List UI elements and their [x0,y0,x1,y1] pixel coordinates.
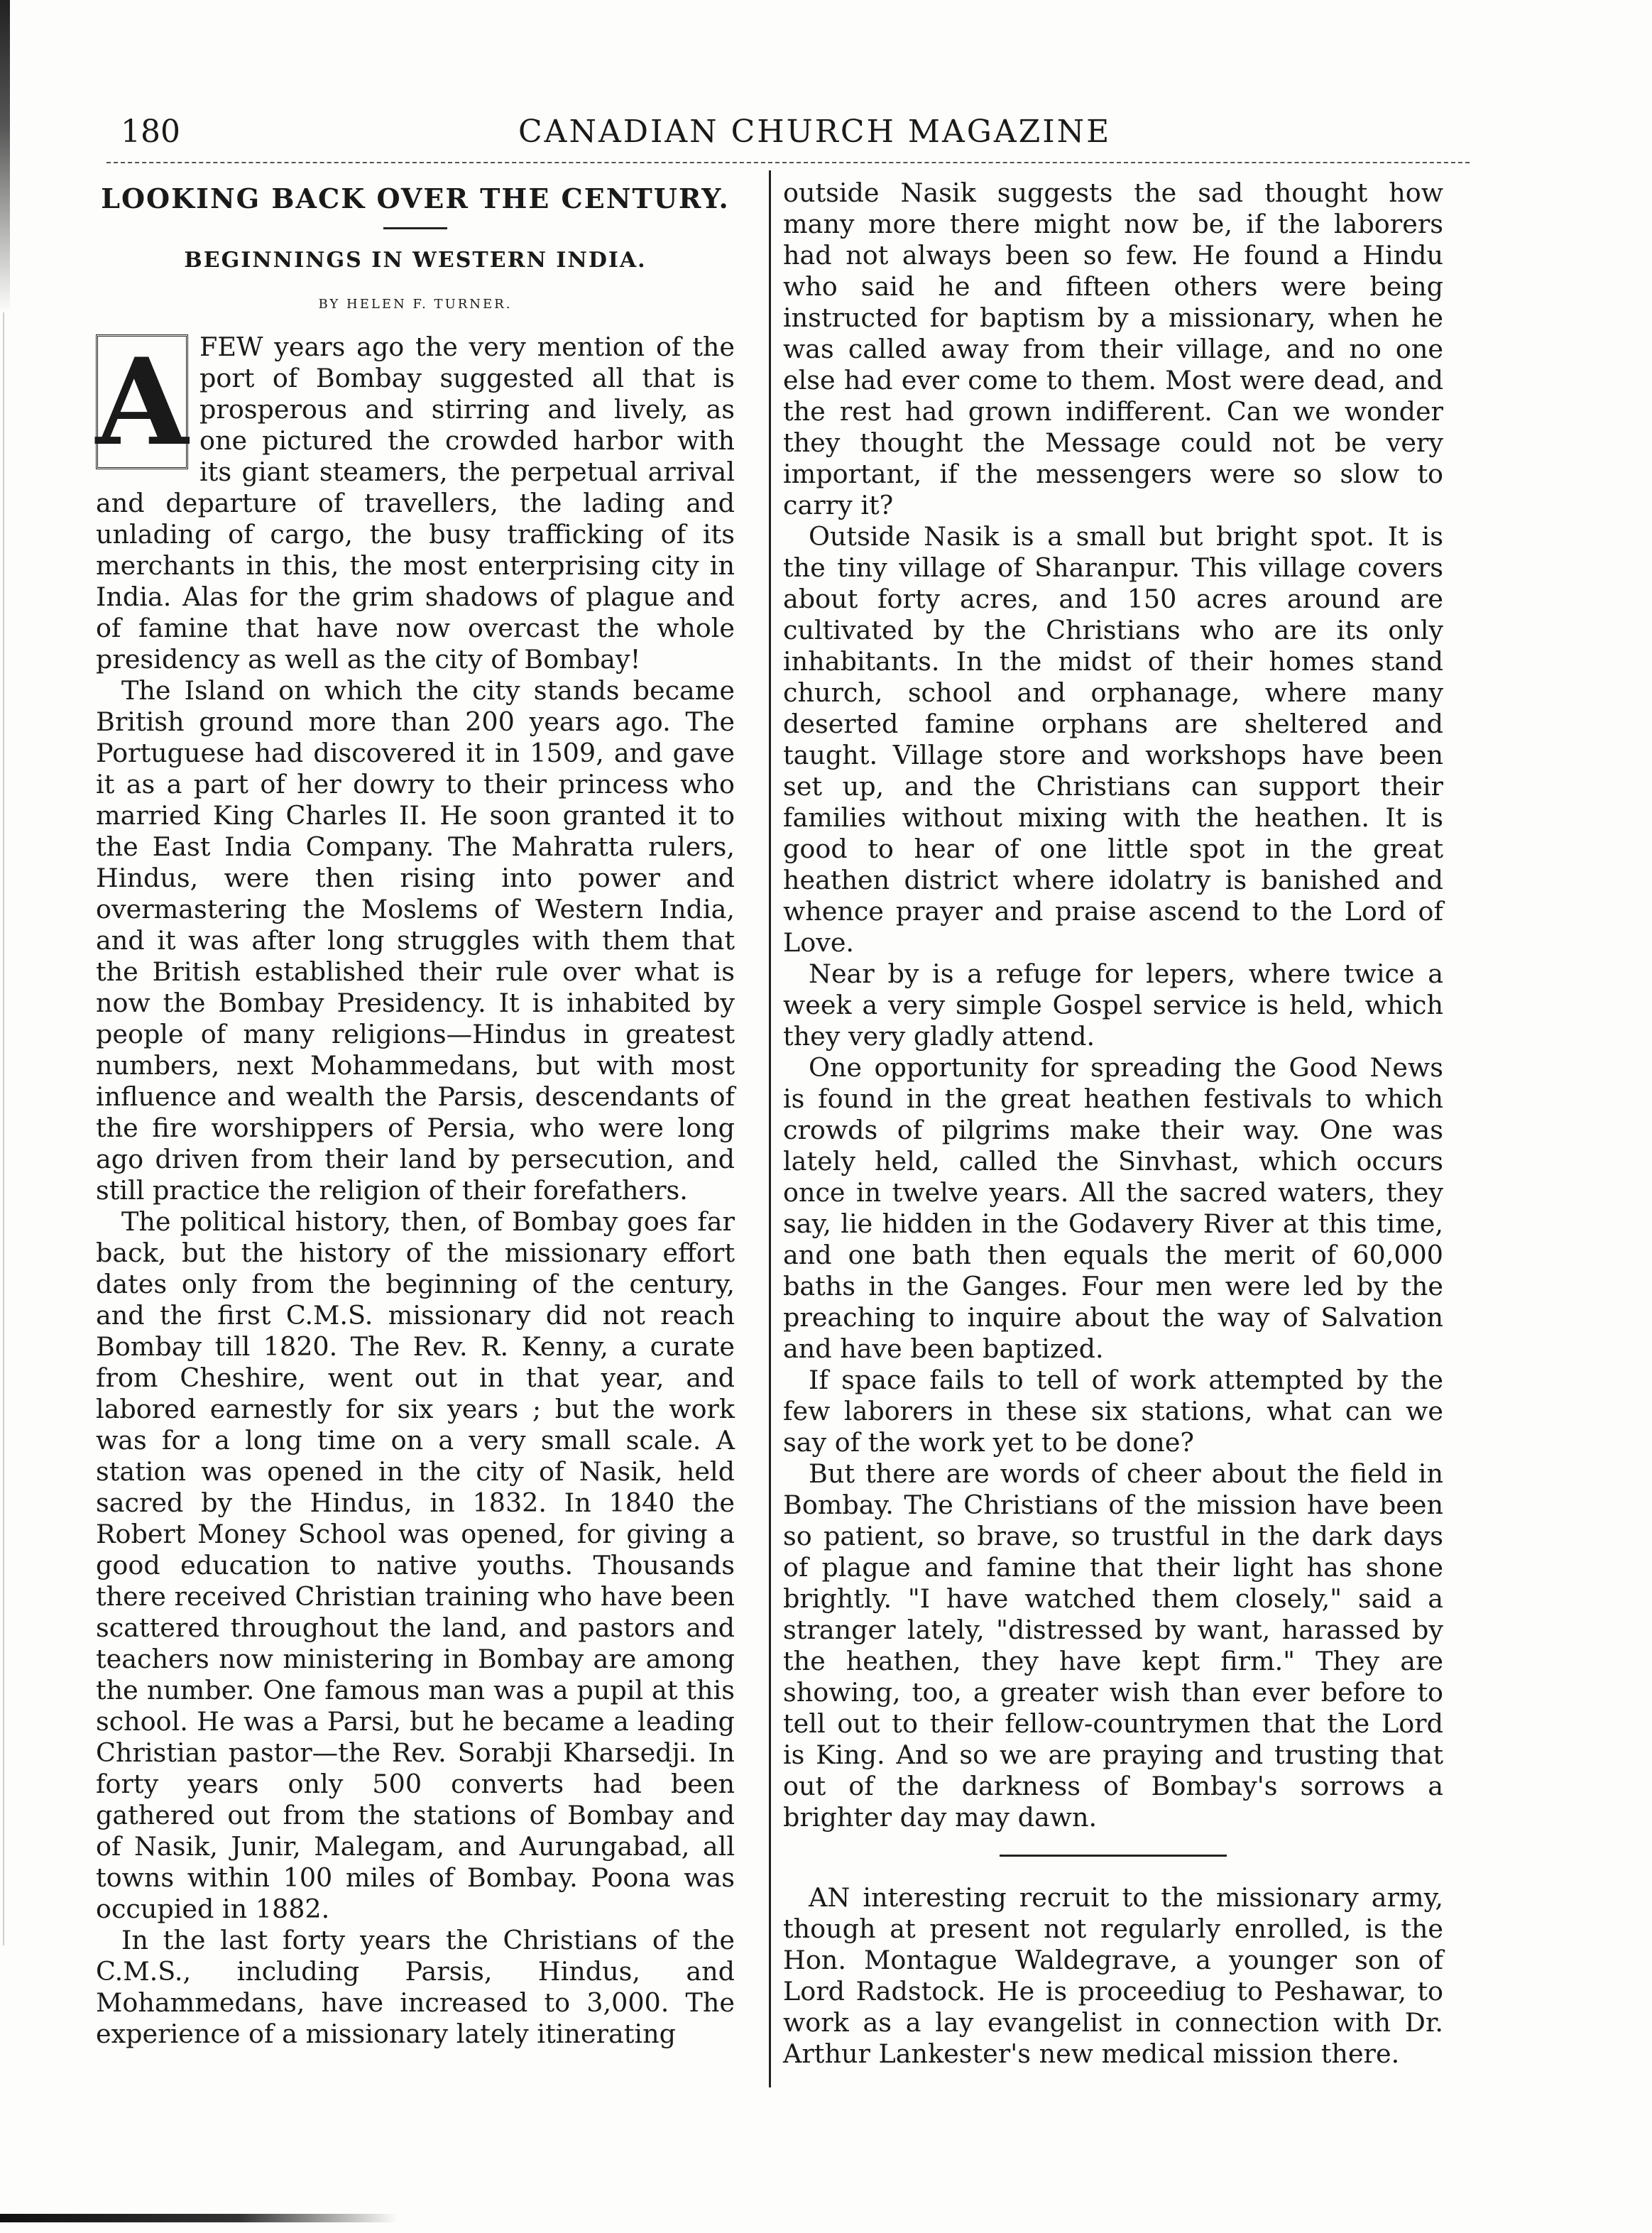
article-paragraph: If space fails to tell of work attempted by the few laborers in these six stations, what can we say of the work yet to be done? [783,1365,1443,1458]
article-paragraph: One opportunity for spreading the Good News is found in the great heathen festivals to which crowds of pilgrims make their way. One was lately held, called the Sinvhast, which occurs once in twelve years. All the sacred waters, they say, lie hidden in the Godavery River at this time, and one bath then equals the merit of 60,000 baths in the Ganges. Four men were led by the preaching to inquire about the way of Salvation and have been baptized. [783,1052,1443,1364]
left-column [96,178,735,2050]
binding-edge-mark [0,0,10,312]
article-paragraph: Outside Nasik is a small but bright spot. It is the tiny village of Sharanpur. This village covers about forty acres, and 150 acres around are cultivated by the Christians who are its only inhabitants. In the midst of their homes stand church, school and orphanage, where many deserted famine orphans are sheltered and taught. Village store and workshops have been set up, and the Christians can support their families without mixing with the heathen. It is good to hear of one little spot in the great heathen district where idolatry is banished and whence prayer and praise ascend to the Lord of Love. [783,521,1443,958]
bottom-edge-mark [0,2214,398,2222]
article-paragraph: The Island on which the city stands became British ground more than 200 years ago. The Portuguese had discovered it in 1509, and gave it as a part of her dowry to their princess who married King Charles II. He soon granted it to the East India Company. The Mahratta rulers, Hindus, were then rising into power and overmastering the Moslems of Western India, and it was after long struggles with them that the British established their rule over what is now the Bombay Presidency. It is inhabited by people of many religions—Hindus in greatest numbers, next Mohammedans, but with most influence and wealth the Parsis, descendants of the fire worshippers of Persia, who were long ago driven from their land by persecution, and still practice the religion of their forefathers. [96,675,735,1206]
news-note-text: AN interesting recruit to the missionary army, though at present not regularly enrolled, is the Hon. Montague Waldegrave, a younger son of Lord Radstock. He is proceediug to Peshawar, to work as a lay evangelist in connection with Dr. Arthur Lankester's new medical mission there. [783,1882,1443,2069]
article-byline: BY HELEN F. TURNER. [318,297,513,312]
article-title: LOOKING BACK OVER THE CENTURY. [101,182,730,214]
lead-paragraph-text: FEW years ago the very mention of the port of Bombay suggested all that is prosperous and stirring and lively, as one pictured the crowded harbor with its giant steamers, the perpetual arrival and departure of travellers, the lading and unlading of cargo, the busy trafficking of its merchants in this, the most enterprising city in India. Alas for the grim shadows of plague and of famine that have now overcast the whole presidency as well as the city of Bombay! [96,332,735,675]
article-paragraph: In the last forty years the Christians of the C.M.S., including Parsis, Hindus, and Mohammedans, have increased to 3,000. The experience of a missionary lately itinerating [96,1925,735,2049]
news-note [783,1882,1443,2070]
article-paragraph-continued: outside Nasik suggests the sad thought how many more there might now be, if the laborers had not always been so few. He found a Hindu who said he and fifteen others were being instructed for baptism by a missionary, when he was called away from their village, and no one else had ever come to them. Most were dead, and the rest had grown indifferent. Can we wonder they thought the Message could not be very important, if the messengers were so slow to carry it? [783,178,1443,520]
article-paragraph: Near by is a refuge for lepers, where twice a week a very simple Gospel service is held, which they very gladly attend. [783,959,1443,1052]
page-number: 180 [121,114,180,150]
right-column [783,178,1443,2070]
drop-cap-initial: A [95,332,189,472]
running-head [121,114,1455,163]
article-paragraph: The political history, then, of Bombay goes far back, but the history of the missionary effort dates only from the beginning of the century, and the first C.M.S. missionary did not reach Bombay till 1820. The Rev. R. Kenny, a curate from Cheshire, went out in that year, and labored earnestly for six years ; but the work was for a long time on a very small scale. A station was opened in the city of Nasik, held sacred by the Hindus, in 1832. In 1840 the Robert Money School was opened, for giving a good education to native youths. Thousands there received Christian training who have been scattered throughout the land, and pastors and teachers now ministering in Bombay are among the number. One famous man was a pupil at this school. He was a Parsi, but he became a leading Christian pastor—the Rev. Sorabji Kharsedji. In forty years only 500 converts had been gathered out from the stations of Bombay and of Nasik, Junir, Malegam, and Aurungabad, all towns within 100 miles of Bombay. Poona was occupied in 1882. [96,1206,735,1924]
article-subtitle: BEGINNINGS IN WESTERN INDIA. [184,248,647,273]
header-rule [106,162,1470,163]
title-rule [383,227,447,229]
column-divider [769,170,771,2087]
lead-paragraph [96,332,735,675]
article-paragraph: But there are words of cheer about the field in Bombay. The Christians of the mission have been so patient, so brave, so trustful in the dark days of plague and famine that their light has shone brightly. "I have watched them closely," said a stranger lately, "distressed by want, harassed by the heathen, they have kept firm." They are showing, too, a greater wish than ever before to tell out to their fellow-countrymen that the Lord is King. And so we are praying and trusting that out of the darkness of Bombay's sorrows a brighter day may dawn. [783,1458,1443,1833]
section-rule [1000,1855,1227,1857]
magazine-title: CANADIAN CHURCH MAGAZINE [518,114,1112,150]
binding-edge-line [3,312,4,1945]
